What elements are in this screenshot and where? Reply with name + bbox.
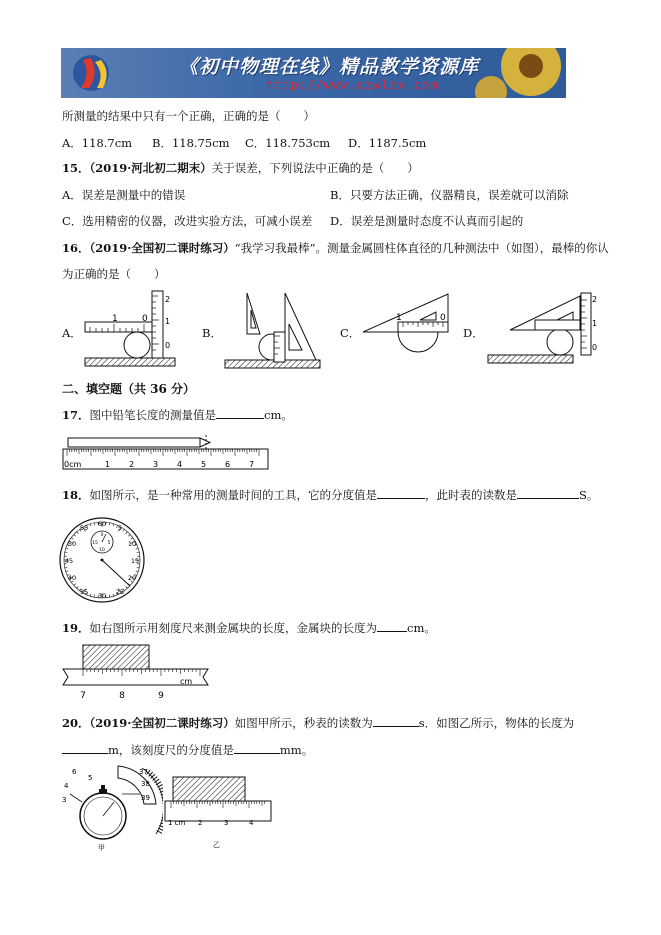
q14-option-d: D．1187.5cm bbox=[348, 136, 427, 150]
q17-ruler-label-4: 4 bbox=[177, 460, 183, 469]
q17-figure bbox=[60, 433, 275, 473]
q19-stem bbox=[62, 620, 436, 636]
q19-ruler-label-8: 8 bbox=[119, 691, 125, 701]
q16-figure-d-label: D． bbox=[463, 326, 484, 340]
q18-dial-30: 30 bbox=[97, 592, 107, 600]
section2-title: 二、填空题（共 36 分） bbox=[62, 382, 196, 396]
q15-number: 15． bbox=[62, 161, 90, 175]
q20-text-a: 如图甲所示，秒表的读数为 bbox=[234, 716, 373, 730]
q20-ruler-label-2: 2 bbox=[198, 819, 203, 827]
banner-title: 《初中物理在线》精品教学资源库 bbox=[179, 56, 480, 78]
q18-text-b: ，此时表的读数是 bbox=[425, 488, 518, 502]
q19-text-b: cm。 bbox=[407, 621, 436, 635]
q16-a-mark-0: 0 bbox=[142, 314, 148, 324]
q20-number: 20． bbox=[62, 716, 90, 730]
q15-option-c: C．选用精密的仪器，改进实验方法，可减小误差 bbox=[62, 214, 313, 228]
q20-watch-label-3: 3 bbox=[62, 796, 67, 804]
q18-text-a: 如图所示，是一种常用的测量时间的工具，它的分度值是 bbox=[89, 488, 378, 502]
q17-ruler-label-2: 2 bbox=[129, 460, 135, 469]
q18-text-c: S。 bbox=[579, 488, 599, 502]
q16-figure-a bbox=[82, 288, 187, 370]
q16-d-right-1: 1 bbox=[592, 319, 598, 328]
q18-answer-blank-1[interactable] bbox=[377, 487, 425, 499]
q17-ruler-label-0: 0cm bbox=[64, 460, 82, 469]
banner-url: http://www.czwlzx.com bbox=[266, 78, 439, 92]
q15-source: （2019·河北初二期末） bbox=[89, 161, 212, 175]
q16-c-mark-1: 1 bbox=[396, 313, 402, 323]
q18-number: 18． bbox=[62, 488, 90, 502]
q20-watch-label-6: 6 bbox=[72, 768, 77, 776]
q18-dial-45: 45 bbox=[64, 557, 74, 565]
q20-ruler-label-3: 3 bbox=[224, 819, 229, 827]
q14-stem: 所测量的结果中只有一个正确，正确的是（ ） bbox=[62, 109, 315, 123]
q14-option-a: A．118.7cm bbox=[62, 136, 133, 150]
q16-a-right-2: 2 bbox=[165, 295, 171, 304]
q16-number: 16． bbox=[62, 241, 90, 255]
q17-text-b: cm。 bbox=[264, 408, 293, 422]
q20-text-b: s．如图乙所示，物体的长度为 bbox=[418, 716, 575, 730]
q18-stopwatch-figure bbox=[58, 510, 148, 606]
q15-text: 关于误差，下列说法中正确的是（ ） bbox=[211, 161, 419, 175]
q18-dial-60: 60 bbox=[97, 520, 107, 528]
q17-ruler-label-3: 3 bbox=[153, 460, 159, 469]
q15-option-d: D．误差是测量时态度不认真而引起的 bbox=[330, 214, 524, 228]
q19-answer-blank[interactable] bbox=[377, 620, 407, 632]
q19-ruler-label-7: 7 bbox=[80, 691, 86, 701]
q19-ruler-label-9: 9 bbox=[158, 691, 164, 701]
q17-stem bbox=[62, 407, 293, 423]
q20-stem-line2 bbox=[62, 742, 313, 758]
q16-figure-c-label: C． bbox=[340, 326, 361, 340]
q18-dial-35: 35 bbox=[79, 588, 89, 596]
q18-inner-15: 15 bbox=[92, 541, 98, 546]
q20-caption-yi: 乙 bbox=[213, 841, 220, 849]
q20-stem-line1 bbox=[62, 715, 574, 731]
q17-ruler-label-5: 5 bbox=[201, 460, 207, 469]
q18-inner-10: 10 bbox=[99, 548, 105, 553]
q18-dial-20: 20 bbox=[127, 574, 137, 582]
q16-source: （2019·全国初二课时练习） bbox=[89, 241, 235, 255]
q17-number: 17． bbox=[62, 408, 90, 422]
q20-watch-label-5: 5 bbox=[88, 774, 93, 782]
q17-ruler-label-6: 6 bbox=[225, 460, 231, 469]
q18-dial-10: 10 bbox=[127, 540, 137, 548]
q20-source: （2019·全国初二课时练习） bbox=[89, 716, 235, 730]
q16-a-right-0: 0 bbox=[165, 341, 171, 350]
q20-ruler-label-4: 4 bbox=[249, 819, 254, 827]
q15-option-a: A．误差是测量中的错误 bbox=[62, 188, 186, 202]
q16-figure-d bbox=[485, 290, 600, 372]
q18-inner-5: 5 bbox=[107, 541, 111, 546]
q16-d-right-2: 2 bbox=[592, 295, 598, 304]
header-banner bbox=[61, 48, 566, 98]
q16-a-right-1: 1 bbox=[165, 317, 171, 326]
q18-dial-25: 25 bbox=[115, 588, 125, 596]
q19-figure bbox=[58, 643, 218, 701]
q19-text-a: 如右图所示用刻度尺来测金属块的长度，金属块的长度为 bbox=[89, 621, 378, 635]
q20-answer-blank-1[interactable] bbox=[373, 715, 419, 727]
q19-number: 19． bbox=[62, 621, 90, 635]
q20-watch-label-4: 4 bbox=[64, 782, 69, 790]
q18-dial-40: 40 bbox=[67, 574, 77, 582]
q20-answer-blank-2[interactable] bbox=[62, 742, 108, 754]
q20-caption-jia: 甲 bbox=[98, 844, 105, 852]
q17-answer-blank[interactable] bbox=[216, 407, 264, 419]
q16-stem-line2: 为正确的是（ ） bbox=[62, 267, 166, 281]
q15-stem bbox=[62, 160, 419, 176]
q20-text-d: mm。 bbox=[279, 743, 314, 757]
q16-d-right-0: 0 bbox=[592, 343, 598, 352]
q16-stem-line1 bbox=[62, 240, 609, 256]
q16-figure-b-label: B． bbox=[202, 326, 222, 340]
q17-text-a: 图中铅笔长度的测量值是 bbox=[89, 408, 217, 422]
q16-figure-b bbox=[222, 288, 337, 370]
q19-ruler-unit: cm bbox=[180, 677, 193, 686]
q14-option-b: B．118.75cm bbox=[152, 136, 230, 150]
q17-ruler-label-7: 7 bbox=[249, 460, 255, 469]
q15-option-b: B．只要方法正确，仪器精良，误差就可以消除 bbox=[330, 188, 569, 202]
q18-stem bbox=[62, 487, 598, 503]
q14-option-c: C．118.753cm bbox=[245, 136, 331, 150]
q16-figure-c bbox=[360, 290, 455, 362]
q18-dial-50: 50 bbox=[67, 540, 77, 548]
q16-c-mark-0: 0 bbox=[440, 313, 446, 323]
q18-dial-55: 55 bbox=[79, 524, 89, 532]
q20-watch-label-39: 39 bbox=[141, 794, 150, 802]
q20-answer-blank-3[interactable] bbox=[234, 742, 280, 754]
q20-watch-label-37: 37 bbox=[139, 768, 148, 776]
q18-dial-5: 5 bbox=[117, 524, 123, 532]
q20-ruler-figure bbox=[163, 775, 275, 853]
q20-stopwatch-figure bbox=[58, 764, 163, 852]
q16-a-mark-1: 1 bbox=[112, 314, 118, 324]
q16-text: “我学习我最棒”。测量金属圆柱体直径的几种测法中（如图），最棒的你认 bbox=[234, 241, 609, 255]
q20-text-c: m，该刻度尺的分度值是 bbox=[108, 743, 234, 757]
q20-watch-label-38: 38 bbox=[141, 780, 150, 788]
q20-ruler-label-1: 1 cm bbox=[168, 819, 186, 827]
q16-figure-a-label: A． bbox=[62, 326, 82, 340]
q18-dial-15: 15 bbox=[130, 557, 140, 565]
q18-inner-0: 0 bbox=[100, 533, 104, 538]
q18-answer-blank-2[interactable] bbox=[517, 487, 579, 499]
q17-ruler-label-1: 1 bbox=[105, 460, 111, 469]
